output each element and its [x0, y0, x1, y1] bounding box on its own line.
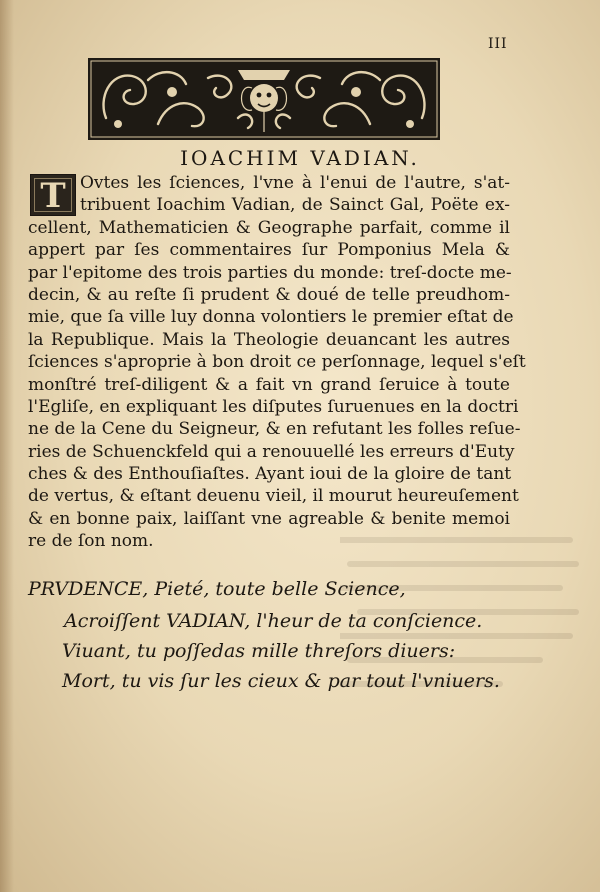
text-line: tribuent Ioachim Vadian, de Sainct Gal, Poëte ex- — [80, 195, 510, 216]
text-line: cellent, Mathematicien & Geographe parfait, comme il — [28, 217, 510, 238]
text-line: la Republique. Mais la Theologie deuancant les autres — [28, 329, 510, 350]
text-line: decin, & au reſte ſi prudent & doué de telle preudhom- — [28, 284, 510, 305]
verse-line: Viuant, tu poſſedas mille threſors diuers: — [62, 640, 456, 662]
text-line: ſciences s'aproprie à bon droit ce perſonnage, lequel s'eſt — [28, 352, 526, 373]
verse-line: Acroiſſent VADIAN, l'heur de ta conſcience. — [64, 610, 483, 632]
page-edge-shadow — [0, 0, 14, 892]
text-line: ries de Schuenckfeld qui a renouuellé les erreurs d'Euty — [28, 441, 515, 462]
text-line: Ovtes les ſciences, l'vne à l'enui de l'autre, s'at- — [80, 173, 510, 193]
text-line: mie, que ſa ville luy donna volontiers le premier eſtat de — [28, 307, 514, 328]
text-line: & en bonne paix, laiſſant vne agreable & benite memoi — [28, 508, 510, 529]
ornamental-headpiece — [88, 58, 440, 140]
verse-line: PRVDENCE, Pieté, toute belle Science, — [28, 578, 406, 600]
text-line: appert par ſes commentaires ſur Pomponius Mela & — [28, 240, 510, 261]
text-line: monſtré treſ-diligent & a fait vn grand ſeruice à toute — [28, 374, 510, 395]
biography-text — [28, 172, 526, 553]
text-line: de vertus, & eſtant deuenu vieil, il mourut heureuſement — [28, 486, 519, 507]
page-number: III — [488, 36, 508, 52]
text-line: re de ſon nom. — [28, 531, 154, 552]
verse-line: Mort, tu vis ſur les cieux & par tout l'vniuers. — [62, 670, 500, 692]
text-line: l'Egliſe, en expliquant les diſputes ſuruenues en la doctri — [28, 396, 519, 417]
page-title: IOACHIM VADIAN. — [180, 146, 420, 170]
text-line: ne de la Cene du Seigneur, & en refutant les folles reſue- — [28, 419, 521, 440]
text-line: ches & des Enthouſiaſtes. Ayant ioui de la gloire de tant — [28, 464, 512, 485]
text-line: par l'epitome des trois parties du monde: treſ-docte me- — [28, 262, 512, 283]
initial-letter: T — [40, 176, 66, 216]
